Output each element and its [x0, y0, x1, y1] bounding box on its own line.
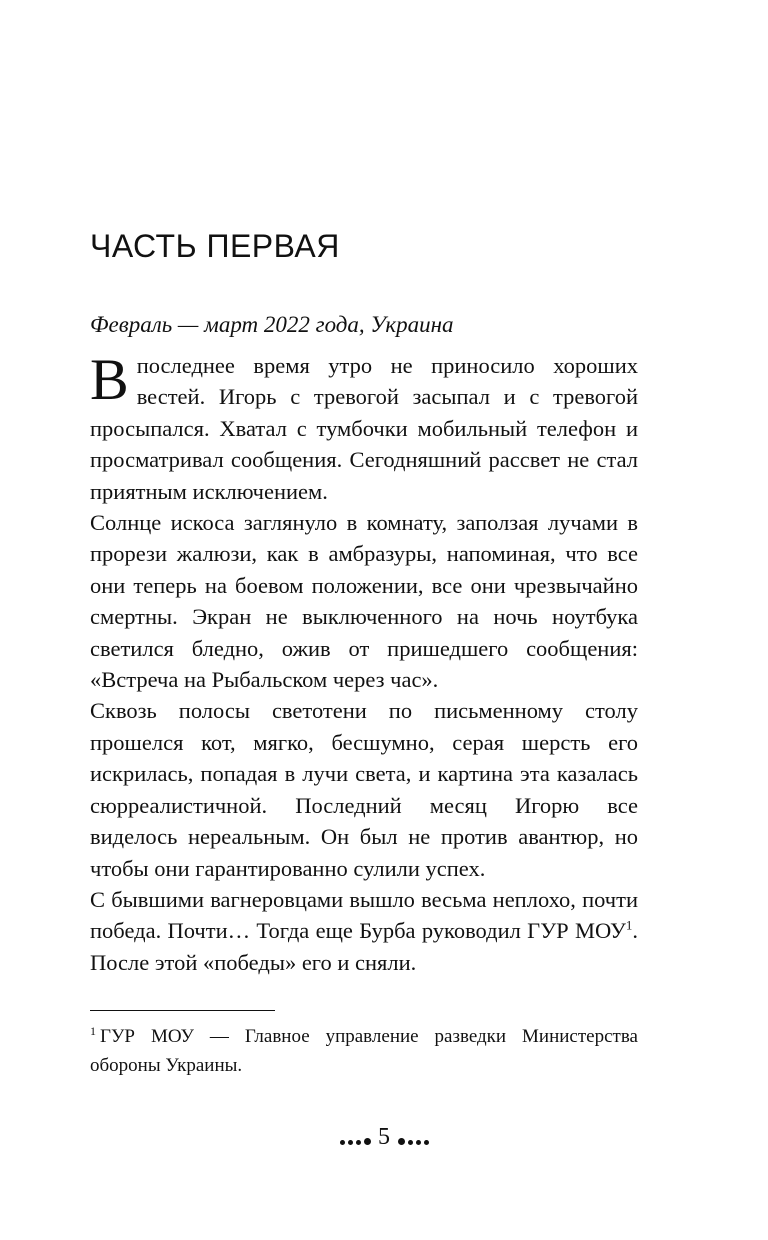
- paragraph-2: Солнце искоса заглянуло в комнату, заползая лучами в прорези жалюзи, как в амбразуры, напоминая, что все они теперь на боевом положении, все они чрезвычайно смертны. Экран не выключенного на ночь ноутбука светился бледно, ожив от пришедшего сообщения: «Встреча на Рыбальском через час».: [90, 510, 638, 693]
- page-number-block: [0, 1124, 768, 1152]
- paragraph-4: [90, 884, 638, 978]
- left-dots-ornament: [338, 1125, 372, 1152]
- footnote-text: ГУР МОУ — Главное управление разведки Министерства обороны Украины.: [90, 1026, 638, 1076]
- right-dots-ornament: [396, 1125, 430, 1152]
- paragraph-4-text-start: С бывшими вагнеровцами вышло весьма неплохо, почти победа. Почти… Тогда еще Бурба руководил ГУР МОУ: [90, 886, 638, 944]
- paragraph-1-text: последнее время утро не приносило хороших вестей. Игорь с тревогой засыпал и с тревогой просыпался. Хватал с тумбочки мобильный телефон и просматривал сообщения. Сегодняшний рассвет не стал приятным исключением.: [90, 353, 638, 504]
- paragraph-4-text-end: . После этой «победы» его и сняли.: [90, 918, 638, 975]
- footnote-marker: 1: [90, 1023, 96, 1038]
- footnote: [90, 1022, 638, 1080]
- footnote-reference[interactable]: 1: [625, 917, 633, 933]
- drop-cap: В: [90, 347, 129, 412]
- paragraph-3: Сквозь полосы светотени по письменному столу прошелся кот, мягко, бесшумно, серая шерсть его искрилась, попадая в лучи света, и картина эта казалась сюрреалистичной. Последний месяц Игорю все виделось нереальным. Он был не против авантюр, но чтобы они гарантированно сулили успех.: [90, 698, 638, 881]
- body-text: [90, 347, 638, 978]
- paragraph-1: [90, 347, 638, 507]
- footnote-divider: [90, 1010, 275, 1011]
- part-title: ЧАСТЬ ПЕРВАЯ: [90, 228, 340, 264]
- page-number: 5: [378, 1124, 390, 1150]
- chapter-subtitle: Февраль — март 2022 года, Украина: [90, 312, 454, 337]
